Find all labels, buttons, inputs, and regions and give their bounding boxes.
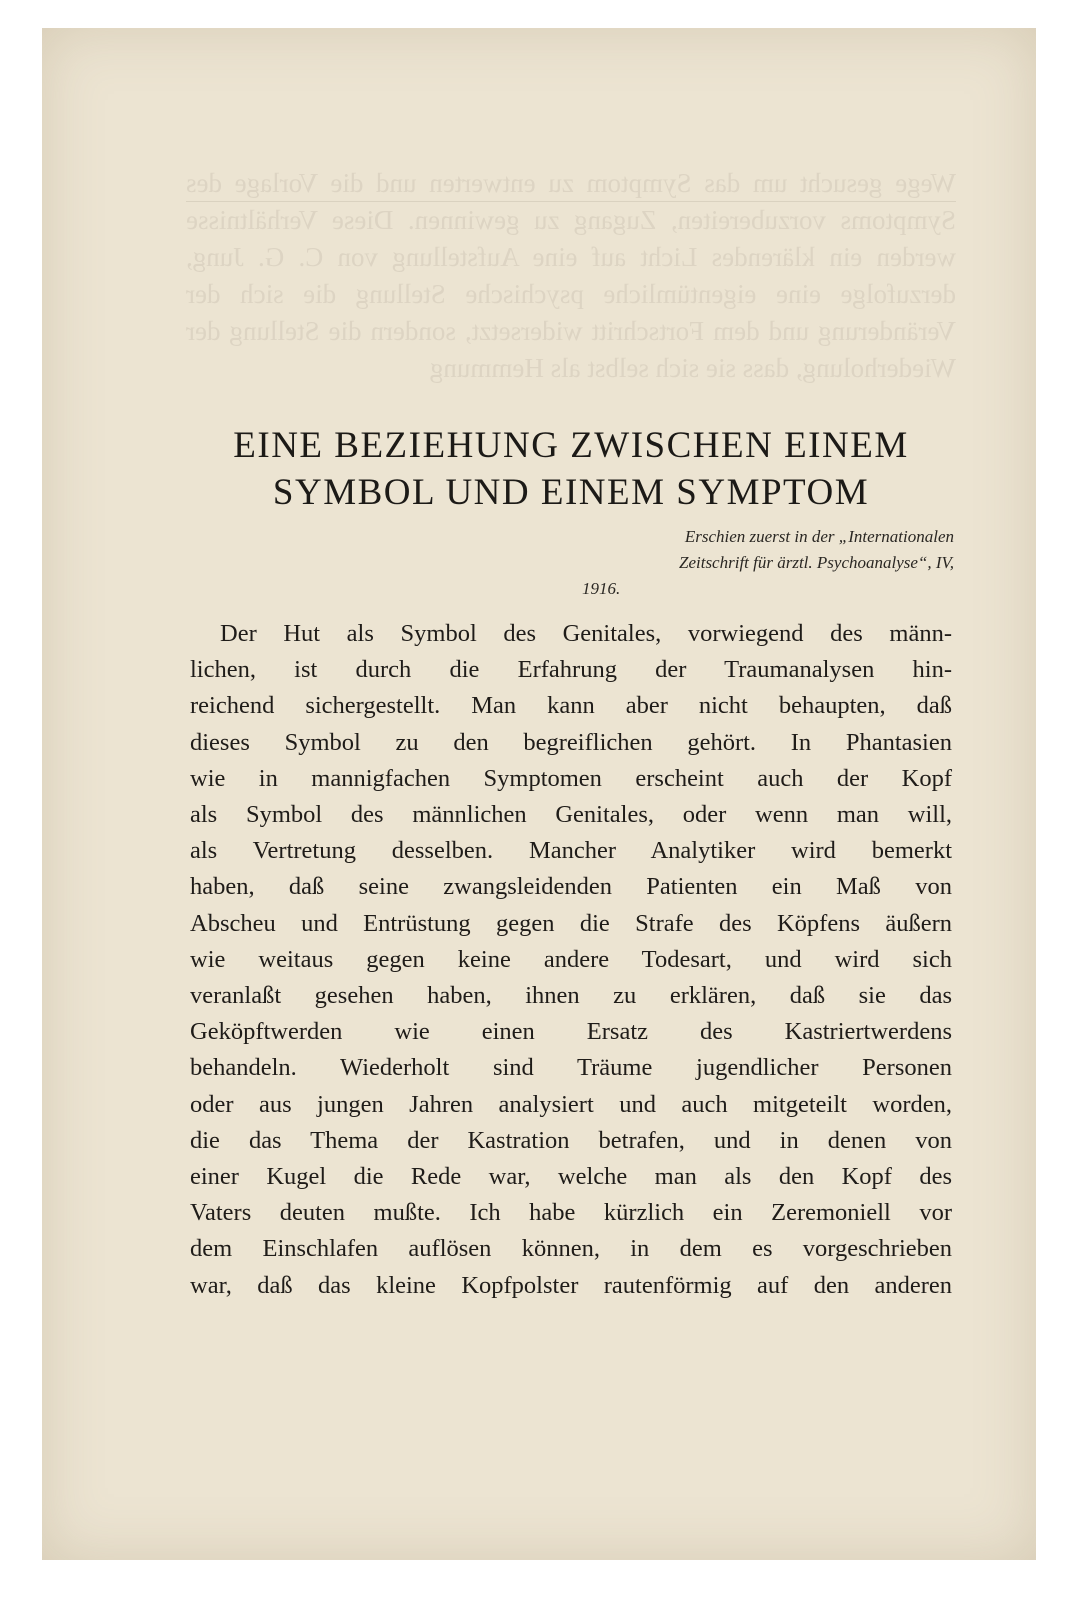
body-line: war, daß das kleine Kopfpolster rautenförmig auf den anderen	[190, 1271, 952, 1299]
body-line: behandeln. Wiederholt sind Träume jugendlicher Personen	[190, 1054, 952, 1082]
body-line: wie in mannigfachen Symptomen erscheint auch der Kopf	[190, 764, 952, 792]
body-line: als Symbol des männlichen Genitales, oder wenn man will,	[190, 801, 952, 829]
publication-note-year: 1916.	[582, 579, 621, 598]
title-line-1: EINE BEZIEHUNG ZWISCHEN EINEM	[233, 425, 909, 466]
body-line: dieses Symbol zu den begreiflichen gehört. In Phantasien	[190, 728, 952, 756]
body-line: haben, daß seine zwangsleidenden Patienten ein Maß von	[190, 873, 952, 901]
body-paragraph	[190, 616, 952, 1304]
body-line: dem Einschlafen auflösen können, in dem es vorgeschrieben	[190, 1235, 952, 1263]
body-line: Der Hut als Symbol des Genitales, vorwiegend des männ-	[220, 620, 952, 647]
publication-note	[554, 524, 954, 602]
bleed-through-rule	[186, 201, 956, 202]
publication-note-line-2: Zeitschrift für ärztl. Psychoanalyse“, IV,	[679, 553, 954, 572]
body-line: veranlaßt gesehen haben, ihnen zu erklären, daß sie das	[190, 982, 952, 1010]
body-line: Abscheu und Entrüstung gegen die Strafe des Köpfens äußern	[190, 909, 952, 937]
body-line: als Vertretung desselben. Mancher Analytiker wird bemerkt	[190, 837, 952, 865]
body-line: Geköpftwerden wie einen Ersatz des Kastriertwerdens	[190, 1018, 952, 1046]
body-line: Vaters deuten mußte. Ich habe kürzlich ein Zeremoniell vor	[190, 1199, 952, 1227]
body-line: einer Kugel die Rede war, welche man als den Kopf des	[190, 1163, 952, 1191]
body-line: reichend sichergestellt. Man kann aber nicht behaupten, daß	[190, 692, 952, 720]
page-title	[186, 422, 956, 516]
title-line-2: SYMBOL UND EINEM SYMPTOM	[272, 472, 870, 513]
body-line: oder aus jungen Jahren analysiert und auch mitgeteilt worden,	[190, 1090, 952, 1118]
body-line: lichen, ist durch die Erfahrung der Traumanalysen hin-	[190, 656, 952, 684]
body-line: die das Thema der Kastration betrafen, und in denen von	[190, 1126, 952, 1154]
publication-note-line-1: Erschien zuerst in der „Internationalen	[684, 527, 954, 546]
body-line: wie weitaus gegen keine andere Todesart, und wird sich	[190, 945, 952, 973]
